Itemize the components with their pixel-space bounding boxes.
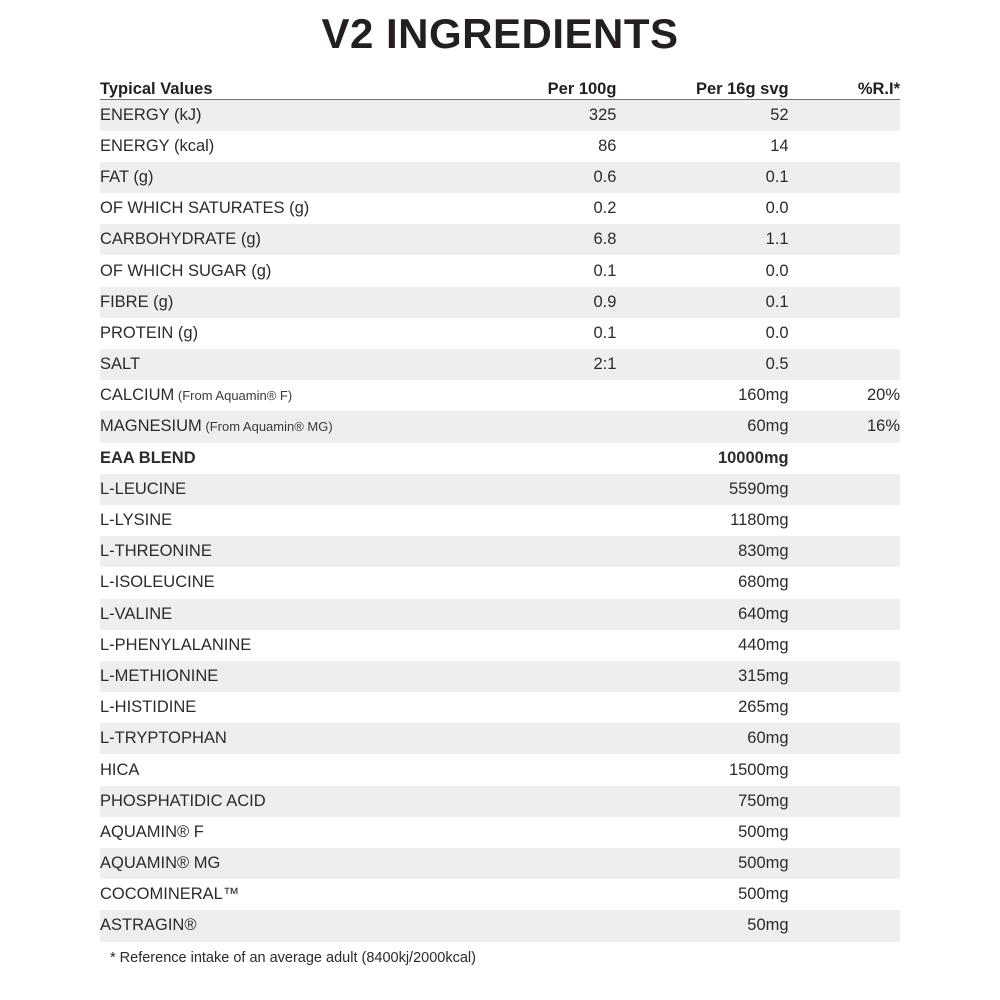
row-value-reference-intake bbox=[789, 848, 900, 879]
table-row bbox=[100, 224, 900, 255]
row-value-per-100g bbox=[454, 536, 616, 567]
row-value-per-100g bbox=[454, 723, 616, 754]
table-row bbox=[100, 193, 900, 224]
table-header bbox=[100, 80, 900, 100]
row-value-reference-intake bbox=[789, 100, 900, 131]
table-row bbox=[100, 505, 900, 536]
row-value-reference-intake: 16% bbox=[866, 417, 900, 436]
row-value-per-100g bbox=[454, 411, 616, 442]
row-value-per-serving: 1500mg bbox=[728, 760, 789, 779]
row-value-per-serving: 0.0 bbox=[765, 261, 789, 280]
table-row bbox=[100, 817, 900, 848]
row-value-per-serving: 440mg bbox=[738, 635, 789, 654]
row-value-per-100g bbox=[454, 910, 616, 941]
row-value-per-100g bbox=[454, 817, 616, 848]
row-value-reference-intake bbox=[789, 349, 900, 380]
row-value-per-100g bbox=[454, 692, 616, 723]
row-value-per-100g bbox=[454, 661, 616, 692]
column-header-reference-intake: %R.I* bbox=[789, 80, 900, 100]
row-value-reference-intake bbox=[789, 786, 900, 817]
table-row bbox=[100, 443, 900, 474]
row-value-per-100g bbox=[454, 848, 616, 879]
table-row bbox=[100, 380, 900, 411]
table-row bbox=[100, 287, 900, 318]
row-value-per-100g: 0.1 bbox=[593, 323, 617, 342]
footnote: * Reference intake of an average adult (8400kj/2000kcal) bbox=[110, 949, 476, 966]
row-value-reference-intake: 20% bbox=[866, 386, 900, 405]
row-value-per-serving: 50mg bbox=[747, 916, 789, 935]
table-row bbox=[100, 411, 900, 442]
row-label: L-VALINE bbox=[100, 604, 173, 623]
table-row bbox=[100, 599, 900, 630]
table-body bbox=[100, 100, 900, 942]
row-value-per-100g bbox=[454, 879, 616, 910]
row-label: L-METHIONINE bbox=[100, 666, 219, 685]
table-row bbox=[100, 100, 900, 131]
row-value-per-serving: 830mg bbox=[738, 542, 789, 561]
column-header-typical-values: Typical Values bbox=[100, 80, 454, 100]
row-label-note: (From Aquamin® MG) bbox=[201, 419, 333, 435]
row-label: ENERGY (kcal) bbox=[100, 136, 215, 155]
row-label: ASTRAGIN® bbox=[100, 916, 197, 935]
page-title: V2 INGREDIENTS bbox=[321, 10, 679, 57]
row-value-reference-intake bbox=[789, 536, 900, 567]
row-value-per-100g bbox=[454, 786, 616, 817]
table-header-row bbox=[100, 80, 900, 100]
row-label: SALT bbox=[100, 355, 141, 374]
table-row bbox=[100, 848, 900, 879]
column-header-per-serving: Per 16g svg bbox=[616, 80, 788, 100]
row-value-per-serving: 1.1 bbox=[765, 230, 789, 249]
row-value-per-100g: 325 bbox=[588, 105, 617, 124]
table-row bbox=[100, 630, 900, 661]
table-row bbox=[100, 910, 900, 941]
row-value-reference-intake bbox=[789, 255, 900, 286]
row-label: PHOSPHATIDIC ACID bbox=[100, 791, 266, 810]
row-value-per-serving: 680mg bbox=[738, 573, 789, 592]
row-label: L-PHENYLALANINE bbox=[100, 635, 252, 654]
row-label: L-THREONINE bbox=[100, 542, 212, 561]
row-label: EAA BLEND bbox=[100, 448, 196, 467]
row-value-per-100g bbox=[454, 505, 616, 536]
row-label: L-ISOLEUCINE bbox=[100, 573, 215, 592]
row-value-per-100g: 0.1 bbox=[593, 261, 617, 280]
row-label: FIBRE (g) bbox=[100, 292, 174, 311]
row-label: HICA bbox=[100, 760, 140, 779]
row-value-per-100g bbox=[454, 474, 616, 505]
row-value-per-100g: 6.8 bbox=[593, 230, 617, 249]
row-label: PROTEIN (g) bbox=[100, 323, 199, 342]
row-value-reference-intake bbox=[789, 162, 900, 193]
row-value-reference-intake bbox=[789, 567, 900, 598]
row-label: COCOMINERAL™ bbox=[100, 885, 240, 904]
row-value-reference-intake bbox=[789, 505, 900, 536]
row-label: L-LYSINE bbox=[100, 511, 173, 530]
row-value-reference-intake bbox=[789, 910, 900, 941]
row-value-per-serving: 265mg bbox=[738, 698, 789, 717]
row-value-per-serving: 0.5 bbox=[765, 355, 789, 374]
row-label-note: (From Aquamin® F) bbox=[174, 388, 293, 404]
row-value-per-serving: 0.1 bbox=[765, 167, 789, 186]
table-row bbox=[100, 162, 900, 193]
row-value-per-serving: 0.0 bbox=[765, 199, 789, 218]
table-row bbox=[100, 879, 900, 910]
row-value-per-serving: 1180mg bbox=[730, 511, 789, 530]
row-value-reference-intake bbox=[789, 723, 900, 754]
row-value-per-serving: 640mg bbox=[738, 604, 789, 623]
row-value-per-serving: 60mg bbox=[747, 729, 789, 748]
row-value-per-100g bbox=[454, 443, 616, 474]
row-label: ENERGY (kJ) bbox=[100, 105, 202, 124]
row-value-per-serving: 5590mg bbox=[728, 479, 789, 498]
row-value-reference-intake bbox=[789, 630, 900, 661]
row-value-per-100g bbox=[454, 380, 616, 411]
row-value-per-100g bbox=[454, 567, 616, 598]
row-value-reference-intake bbox=[789, 131, 900, 162]
table-row bbox=[100, 754, 900, 785]
row-value-reference-intake bbox=[789, 599, 900, 630]
nutrition-table bbox=[100, 80, 900, 942]
row-value-per-100g: 86 bbox=[598, 136, 617, 155]
row-value-reference-intake bbox=[789, 224, 900, 255]
row-value-per-100g bbox=[454, 754, 616, 785]
row-value-per-serving: 10000mg bbox=[717, 448, 789, 467]
row-value-per-100g: 2:1 bbox=[593, 355, 617, 374]
row-label: AQUAMIN® F bbox=[100, 822, 204, 841]
row-value-reference-intake bbox=[789, 817, 900, 848]
row-value-per-serving: 0.0 bbox=[765, 323, 789, 342]
row-value-reference-intake bbox=[789, 754, 900, 785]
row-value-per-serving: 160mg bbox=[738, 386, 789, 405]
row-value-per-100g: 0.2 bbox=[593, 199, 617, 218]
row-label: L-TRYPTOPHAN bbox=[100, 729, 227, 748]
row-value-reference-intake bbox=[789, 287, 900, 318]
table-row bbox=[100, 786, 900, 817]
row-value-per-serving: 315mg bbox=[738, 666, 789, 685]
row-value-per-serving: 500mg bbox=[738, 854, 789, 873]
row-value-reference-intake bbox=[789, 474, 900, 505]
row-label: L-HISTIDINE bbox=[100, 698, 197, 717]
row-value-per-serving: 500mg bbox=[738, 885, 789, 904]
row-label: AQUAMIN® MG bbox=[100, 854, 221, 873]
row-value-per-100g: 0.6 bbox=[593, 167, 617, 186]
row-value-per-100g bbox=[454, 599, 616, 630]
table-row bbox=[100, 567, 900, 598]
table-row bbox=[100, 131, 900, 162]
row-value-per-100g: 0.9 bbox=[593, 292, 617, 311]
row-label: OF WHICH SATURATES (g) bbox=[100, 199, 310, 218]
row-label: CARBOHYDRATE (g) bbox=[100, 230, 262, 249]
row-value-per-serving: 60mg bbox=[747, 417, 789, 436]
row-value-reference-intake bbox=[789, 193, 900, 224]
column-header-per-100g: Per 100g bbox=[454, 80, 616, 100]
table-row bbox=[100, 318, 900, 349]
row-value-reference-intake bbox=[789, 692, 900, 723]
row-value-per-serving: 0.1 bbox=[765, 292, 789, 311]
row-label: L-LEUCINE bbox=[100, 479, 187, 498]
row-label: CALCIUM (From Aquamin® F) bbox=[100, 386, 293, 405]
row-value-reference-intake bbox=[789, 443, 900, 474]
row-value-reference-intake bbox=[789, 661, 900, 692]
table-row bbox=[100, 723, 900, 754]
table-row bbox=[100, 474, 900, 505]
row-label: OF WHICH SUGAR (g) bbox=[100, 261, 272, 280]
table-row bbox=[100, 692, 900, 723]
row-label: FAT (g) bbox=[100, 167, 154, 186]
row-value-per-100g bbox=[454, 630, 616, 661]
table-row bbox=[100, 536, 900, 567]
table-row bbox=[100, 255, 900, 286]
row-value-reference-intake bbox=[789, 879, 900, 910]
nutrition-table-wrapper bbox=[100, 80, 900, 966]
row-value-per-serving: 52 bbox=[770, 105, 789, 124]
row-value-reference-intake bbox=[789, 318, 900, 349]
row-label: MAGNESIUM (From Aquamin® MG) bbox=[100, 417, 333, 436]
table-row bbox=[100, 661, 900, 692]
row-value-per-serving: 750mg bbox=[738, 791, 789, 810]
table-row bbox=[100, 349, 900, 380]
row-value-per-serving: 500mg bbox=[738, 822, 789, 841]
row-value-per-serving: 14 bbox=[770, 136, 789, 155]
